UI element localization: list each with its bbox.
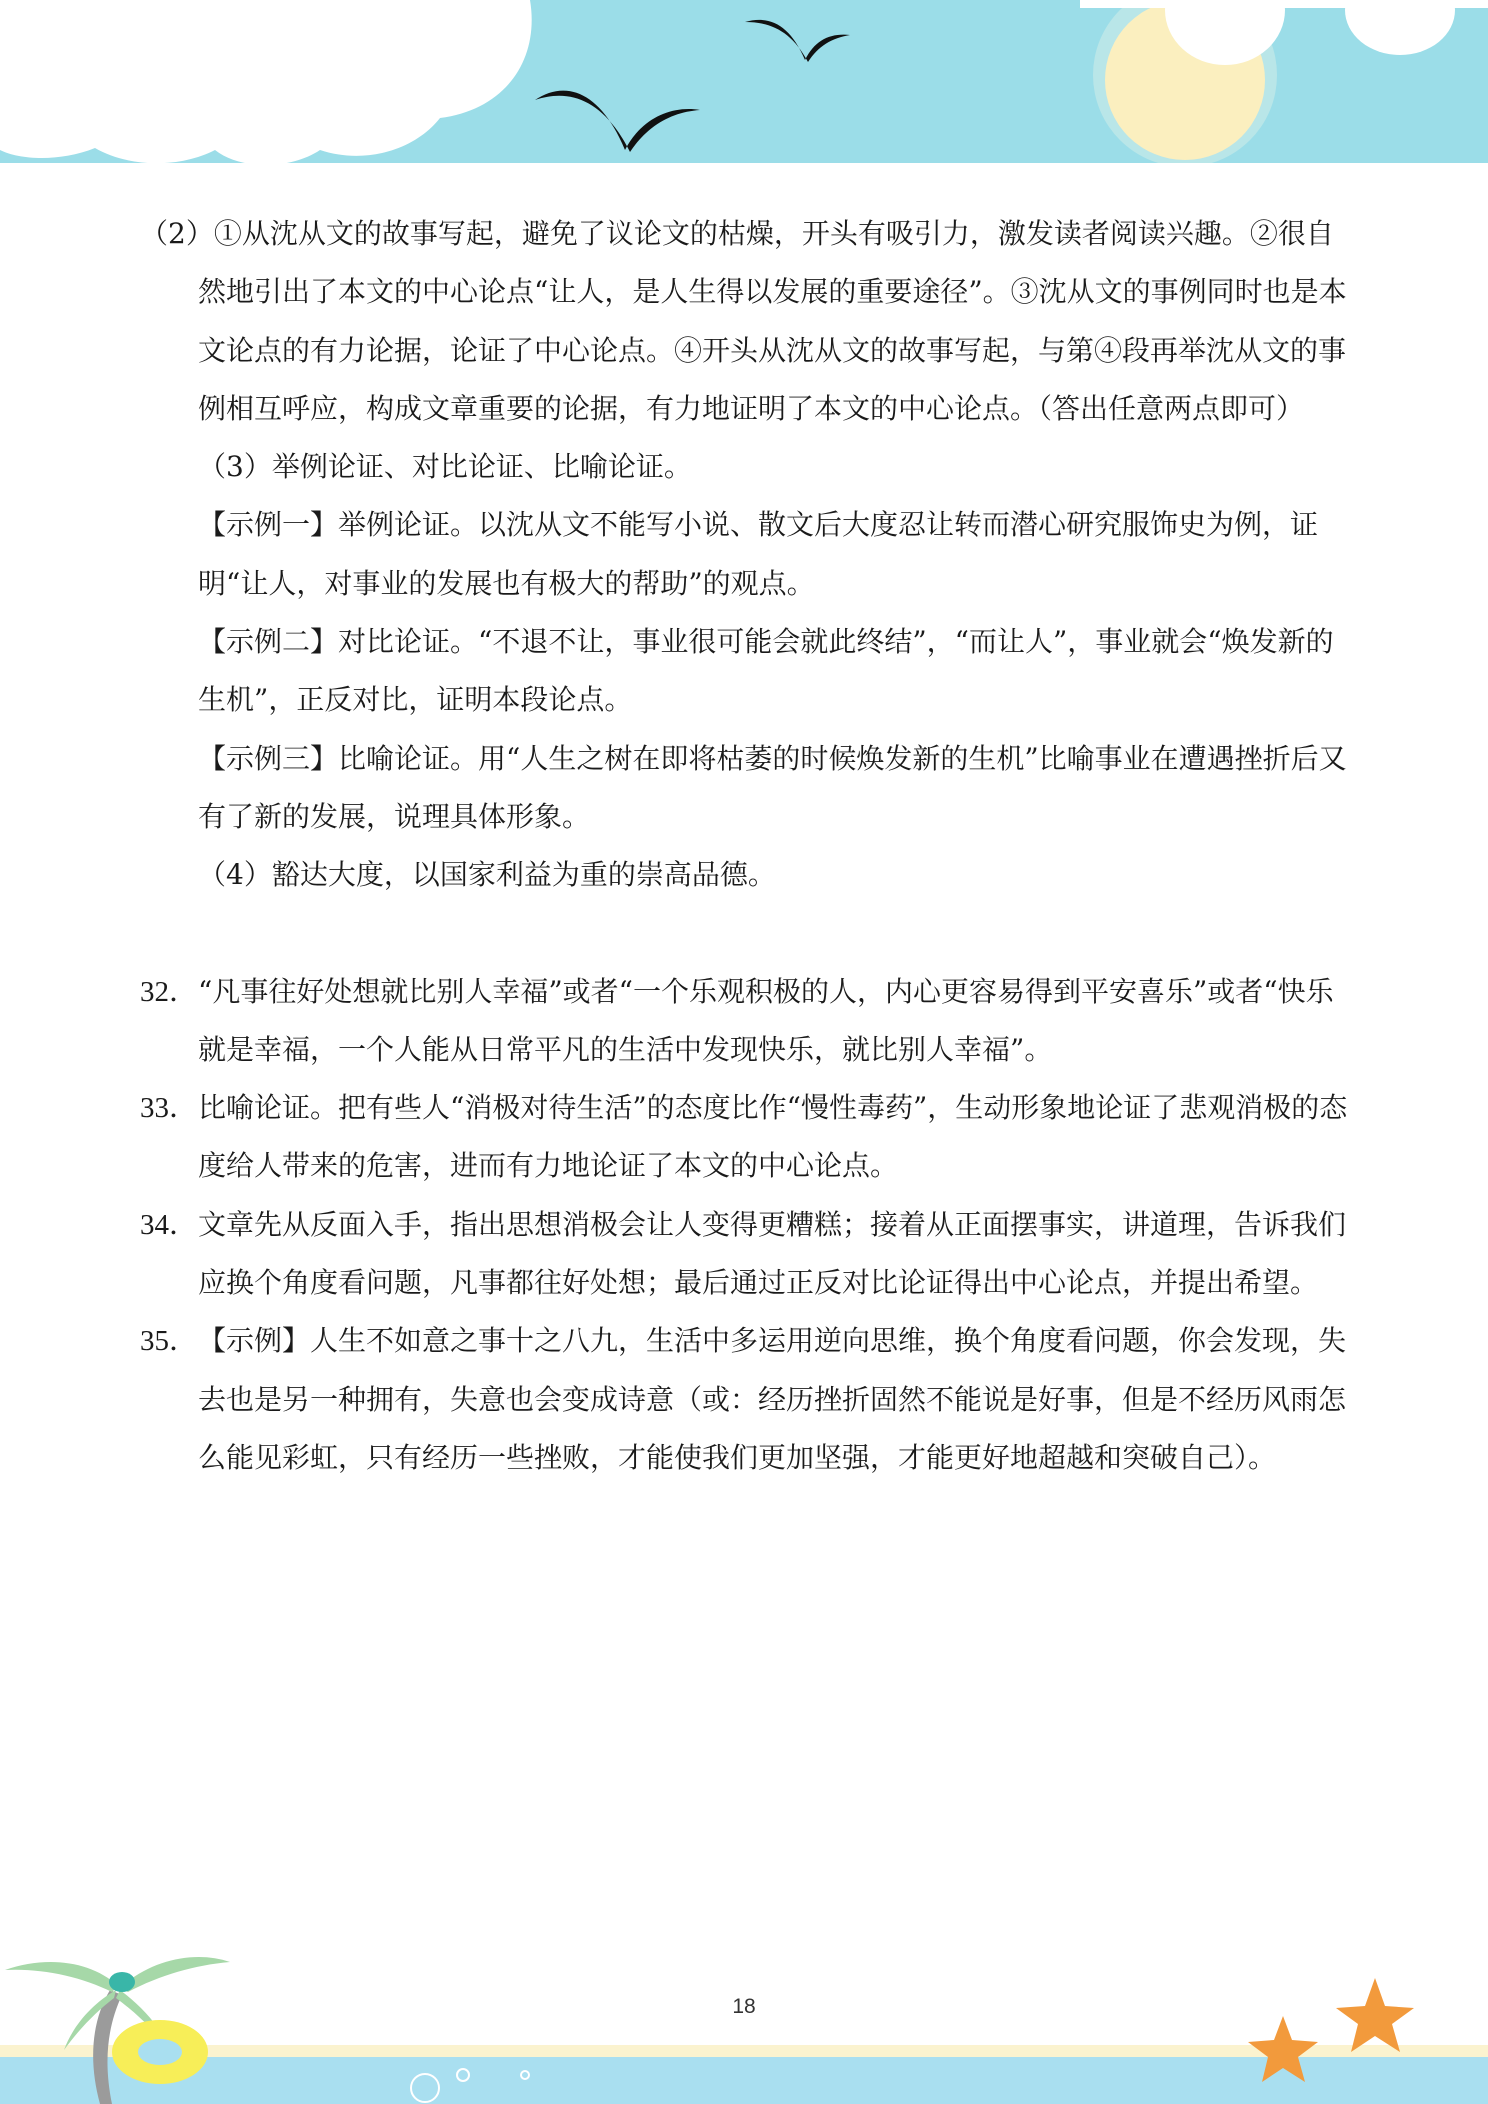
question-number: 34．: [140, 1208, 199, 1241]
question-number: 32．: [140, 975, 199, 1008]
example-2: 【示例二】对比论证。“不退不让，事业很可能会就此终结”，“而让人”，事业就会“焕发新的生机”，正反对比，证明本段论点。: [198, 625, 1334, 717]
answer-text: “凡事往好处想就比别人幸福”或者“一个乐观积极的人，内心更容易得到平安喜乐”或者“快乐就是幸福，一个人能从日常平凡的生活中发现快乐，就比别人幸福”。: [198, 974, 1334, 1066]
starfish-icon: [1336, 1978, 1414, 2052]
answer-content: [140, 205, 1355, 1487]
answer-32: [140, 963, 1355, 1080]
footer-beach-illustration: [0, 1920, 1488, 2104]
question-number: 35．: [140, 1325, 199, 1358]
answer-34: [140, 1196, 1355, 1313]
answer-text: 比喻论证。把有些人“消极对待生活”的态度比作“慢性毒药”，生动形象地论证了悲观消极的态度给人带来的危害，进而有力地论证了本文的中心论点。: [198, 1091, 1348, 1183]
answer-text: 【示例】人生不如意之事十之八九，生活中多运用逆向思维，换个角度看问题，你会发现，失去也是另一种拥有，失意也会变成诗意（或：经历挫折固然不能说是好事，但是不经历风雨怎么能见彩虹，只有经历一些挫败，才能使我们更加坚强，才能更好地超越和突破自己）。: [198, 1324, 1347, 1474]
question-number: 33．: [140, 1092, 199, 1125]
page-number: 18: [732, 1995, 756, 2018]
answer-sub-4: （4）豁达大度，以国家利益为重的崇高品德。: [198, 858, 776, 892]
answer-sub-3: （3）举例论证、对比论证、比喻论证。: [198, 450, 692, 484]
answer-33: [140, 1079, 1355, 1196]
answer-35: [140, 1312, 1355, 1487]
header-sky-illustration: [0, 0, 1488, 170]
answer-text: 文章先从反面入手，指出思想消极会让人变得更糟糕；接着从正面摆事实，讲道理，告诉我们应换个角度看问题，凡事都往好处想；最后通过正反对比论证得出中心论点，并提出希望。: [198, 1207, 1347, 1300]
example-1: 【示例一】举例论证。以沈从文不能写小说、散文后大度忍让转而潜心研究服饰史为例，证明“让人，对事业的发展也有极大的帮助”的观点。: [198, 508, 1319, 600]
answer-sub-2: （2）①从沈从文的故事写起，避免了议论文的枯燥，开头有吸引力，激发读者阅读兴趣。②很自然地引出了本文的中心论点“让人，是人生得以发展的重要途径”。③沈从文的事例同时也是本文论点的有力论据，论证了中心论点。④开头从沈从文的故事写起，与第④段再举沈从文的事例相互呼应，构成文章重要的论据，有力地证明了本文的中心论点。（答出任意两点即可）: [140, 217, 1347, 425]
example-3: 【示例三】比喻论证。用“人生之树在即将枯萎的时候焕发新的生机”比喻事业在遭遇挫折后又有了新的发展，说理具体形象。: [198, 741, 1347, 833]
